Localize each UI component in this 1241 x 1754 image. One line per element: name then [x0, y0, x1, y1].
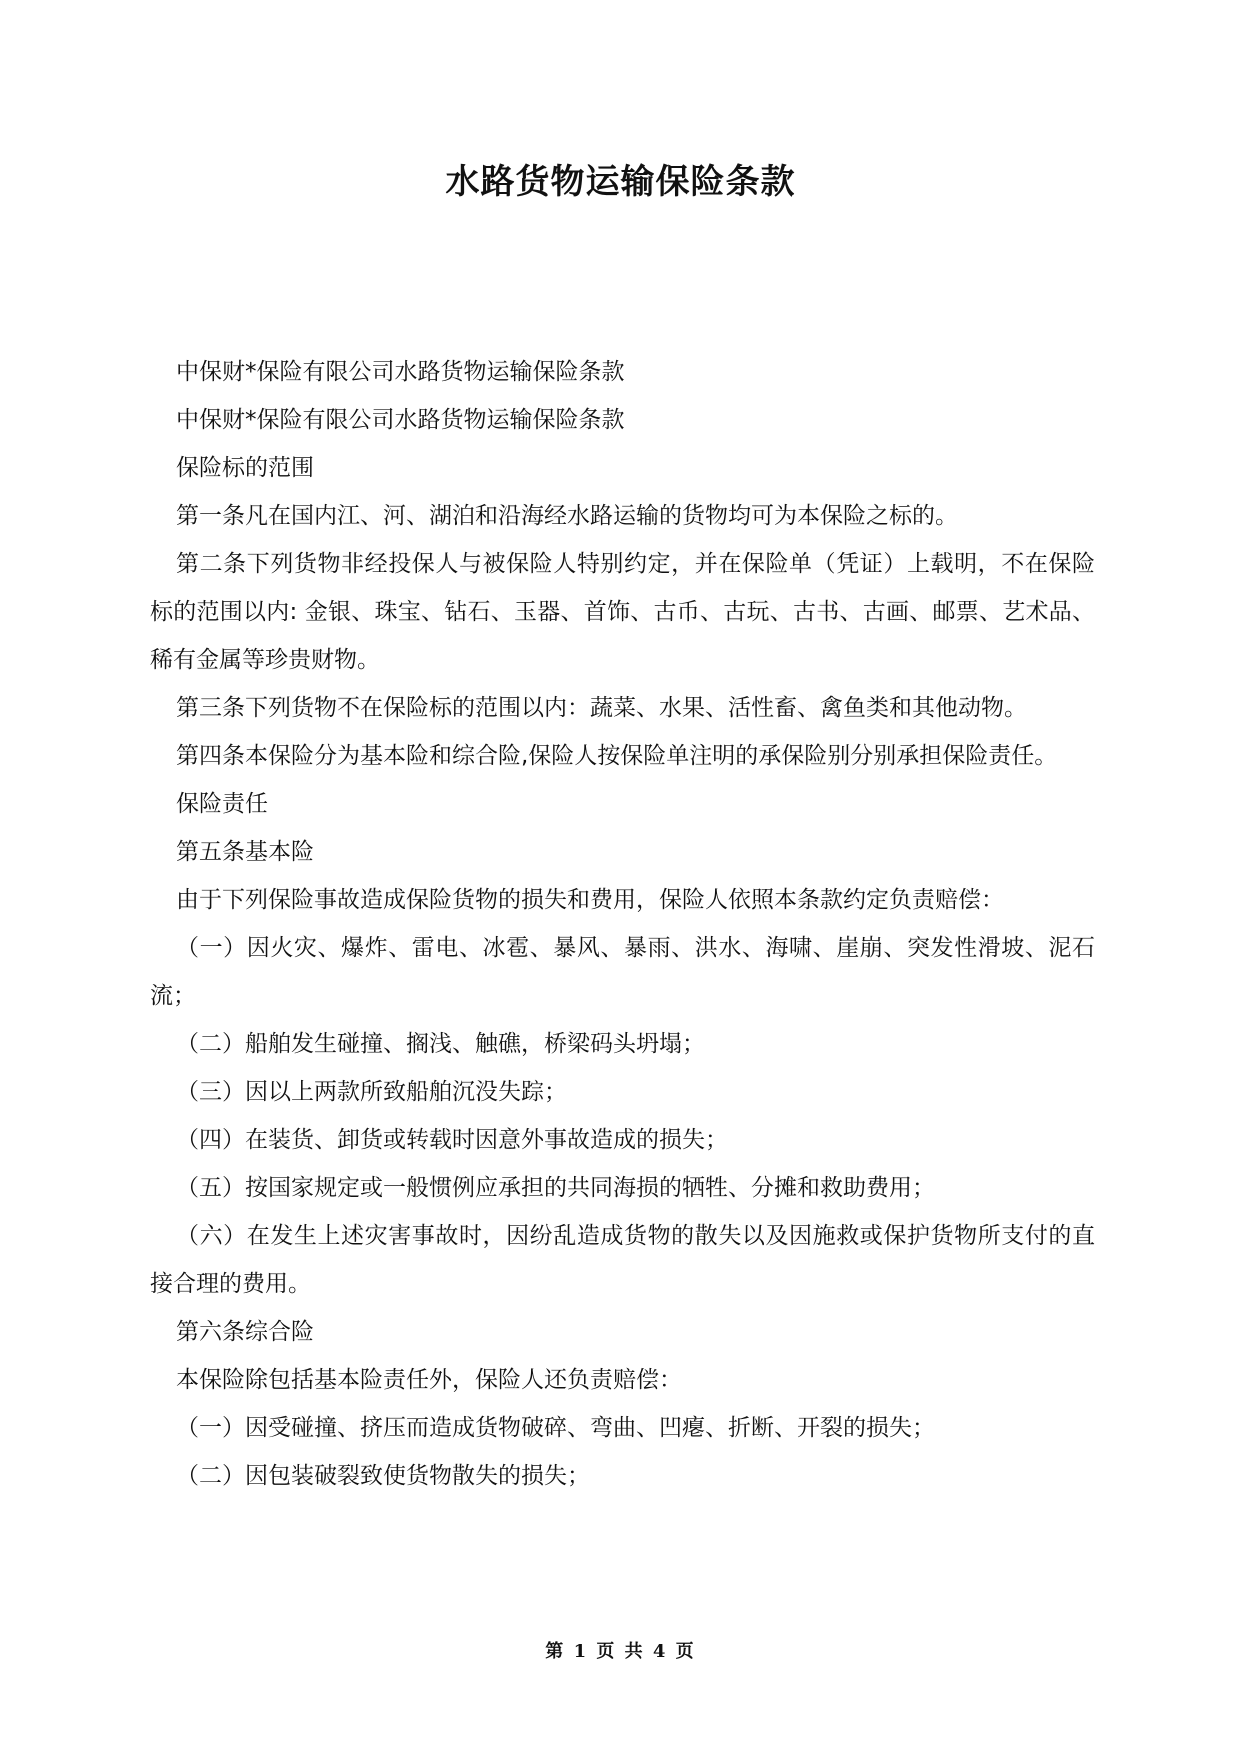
- document-title: 水路货物运输保险条款: [445, 162, 796, 202]
- section-heading-insurance-liability: 保险责任: [176, 791, 268, 817]
- article-2: 第二条下列货物非经投保人与被保险人特别约定，并在保险单（凭证）上载明，不在保险标的范围以内: 金银、珠宝、钻石、玉器、首饰、古币、古玩、古书、古画、邮票、艺术品、稀有金属等珍贵财物。: [150, 551, 1095, 673]
- article-5-item-3: （三）因以上两款所致船舶沉没失踪；: [176, 1079, 567, 1105]
- article-6-item-2: （二）因包装破裂致使货物散失的损失；: [176, 1463, 590, 1489]
- article-1: 第一条凡在国内江、河、湖泊和沿海经水路运输的货物均可为本保险之标的。: [176, 503, 958, 529]
- article-4: 第四条本保险分为基本险和综合险,保险人按保险单注明的承保险别分别承担保险责任。: [176, 743, 1058, 769]
- article-5-item-2: （二）船舶发生碰撞、搁浅、触礁，桥梁码头坍塌；: [176, 1031, 705, 1057]
- article-6-intro: 本保险除包括基本险责任外，保险人还负责赔偿：: [176, 1367, 682, 1393]
- paragraph-company-name: 中保财*保险有限公司水路货物运输保险条款: [176, 359, 625, 385]
- document-body: [150, 348, 1095, 1500]
- article-5-item-5: （五）按国家规定或一般惯例应承担的共同海损的牺牲、分摊和救助费用；: [176, 1175, 935, 1201]
- page-number-footer: 第 1 页 共 4 页: [545, 1641, 696, 1662]
- article-5-item-6: （六）在发生上述灾害事故时，因纷乱造成货物的散失以及因施救或保护货物所支付的直接合理的费用。: [150, 1223, 1095, 1297]
- article-6-item-1: （一）因受碰撞、挤压而造成货物破碎、弯曲、凹瘪、折断、开裂的损失；: [176, 1415, 935, 1441]
- paragraph-company-name-repeat: 中保财*保险有限公司水路货物运输保险条款: [176, 407, 625, 433]
- article-6-heading: 第六条综合险: [176, 1319, 314, 1345]
- article-5-intro: 由于下列保险事故造成保险货物的损失和费用，保险人依照本条款约定负责赔偿：: [176, 887, 1004, 913]
- article-3: 第三条下列货物不在保险标的范围以内：蔬菜、水果、活性畜、禽鱼类和其他动物。: [176, 695, 1027, 721]
- article-5-heading: 第五条基本险: [176, 839, 314, 865]
- section-heading-insured-scope: 保险标的范围: [176, 455, 314, 481]
- article-5-item-4: （四）在装货、卸货或转载时因意外事故造成的损失；: [176, 1127, 728, 1153]
- article-5-item-1: （一）因火灾、爆炸、雷电、冰雹、暴风、暴雨、洪水、海啸、崖崩、突发性滑坡、泥石流；: [150, 935, 1095, 1009]
